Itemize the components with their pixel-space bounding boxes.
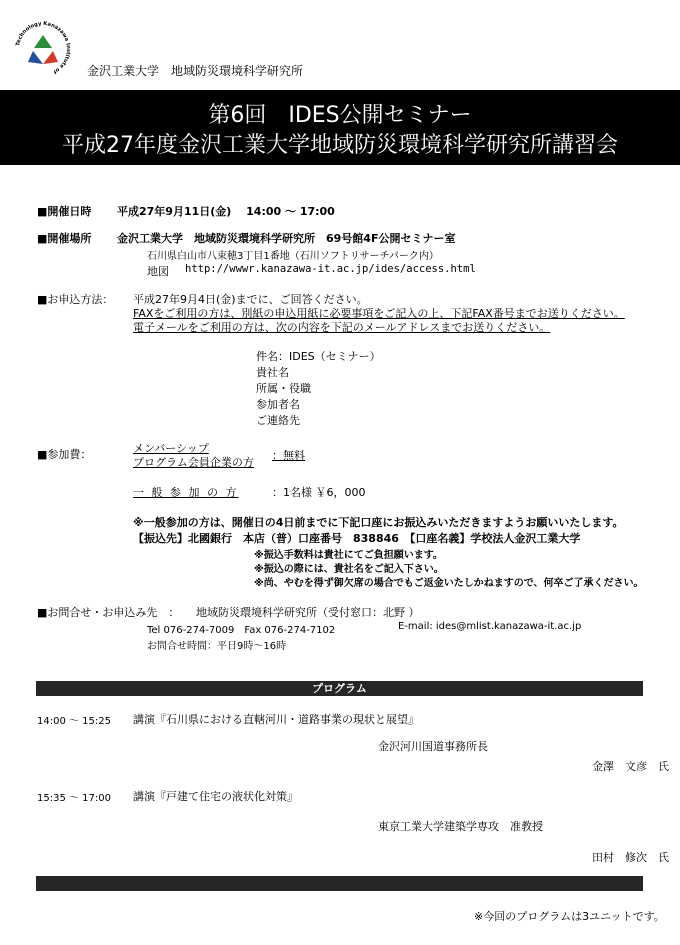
fee-note-company-name: ※振込の際には、貴社名をご記入下さい。: [254, 564, 444, 575]
application-fax-note: FAXをご利用の方は、別紙の申込用紙に必要事項をご記入の上、下記FAX番号までお送りください。: [133, 307, 625, 320]
field-attendee: 参加者名: [256, 398, 300, 411]
program-title: 講演『戸建て住宅の液状化対策』: [133, 790, 298, 803]
fee-note-no-refund: ※尚、やむを得ず御欠席の場合でもご返金いたしかねますので、何卒ご了承ください。: [254, 578, 644, 589]
fee-note-deadline: ※一般参加の方は、開催日の4日前までに下記口座にお振込みいただきますようお願いいたします。: [133, 516, 624, 529]
application-deadline: 平成27年9月4日(金)までに、ご回答ください。: [133, 293, 368, 306]
fee-member-value: ：無料: [272, 449, 305, 462]
contact-tel-fax: Tel 076-274-7009 Fax 076-274-7102: [147, 625, 336, 636]
program-time: 15:35 〜 17:00: [37, 793, 111, 804]
field-company: 貴社名: [256, 366, 289, 379]
logo-green-shape: [34, 35, 52, 48]
logo-ring-text: Technology Kanazawa Institute of: [15, 20, 72, 75]
map-label: 地図: [147, 265, 169, 278]
title-line2: 平成27年度金沢工業大学地域防災環境科学研究所講習会: [62, 133, 618, 158]
map-link[interactable]: http://wwwr.kanazawa-it.ac.jp/ides/access.html: [185, 263, 476, 275]
contact-label: ■お問合せ・お申込み先 ：: [37, 606, 180, 619]
program-speaker: 金澤 文彦 氏: [592, 760, 669, 773]
program-footer-bar: [36, 876, 643, 891]
contact-email[interactable]: E-mail: ides@mlist.kanazawa-it.ac.jp: [398, 621, 582, 632]
program-header: プログラム: [312, 682, 367, 695]
contact-org: 地域防災環境科学研究所（受付窓口：北野 ）: [196, 606, 420, 619]
field-department: 所属・役職: [256, 382, 311, 395]
venue-value: 金沢工業大学 地域防災環境科学研究所 69号館4F公開セミナー室: [117, 232, 456, 245]
fee-general-label: 一 般 参 加 の 方: [133, 486, 239, 499]
fee-general-value: ：1名様 ￥6，000: [272, 486, 366, 499]
fee-note-commission: ※振込手数料は貴社にてご負担願います。: [254, 550, 443, 561]
date-label: ■開催日時: [37, 205, 92, 218]
field-subject: 件名：IDES（セミナー）: [256, 350, 381, 363]
application-email-note: 電子メールをご利用の方は、次の内容を下記のメールアドレスまでお送りください。: [133, 321, 551, 334]
application-label: ■お申込方法：: [37, 293, 114, 306]
institute-logo: [12, 18, 74, 80]
fee-label: ■参加費：: [37, 448, 92, 461]
venue-label: ■開催場所: [37, 232, 92, 245]
title-band: [0, 90, 680, 165]
logo-blue-shape: [28, 51, 43, 64]
logo-red-shape: [43, 51, 58, 64]
program-header-bar: [36, 681, 643, 696]
footer-note: ※今回のプログラムは3ユニットです。: [474, 910, 665, 923]
venue-address: 石川県白山市八束穂3丁目1番地（石川ソフトリサーチパーク内）: [147, 251, 439, 262]
program-time: 14:00 〜 15:25: [37, 716, 111, 727]
program-affiliation: 東京工業大学建築学専攻 准教授: [378, 820, 543, 833]
org-name: 金沢工業大学 地域防災環境科学研究所: [87, 64, 304, 78]
fee-member-line1: メンバーシップ: [133, 442, 209, 455]
fee-transfer-account: 【振込先】北國銀行 本店（普）口座番号 838846 【口座名義】学校法人金沢工業大学: [133, 532, 581, 545]
date-value: 平成27年9月11日(金) 14:00 〜 17:00: [117, 205, 335, 218]
title-line1: 第6回 IDES公開セミナー: [208, 103, 472, 128]
contact-hours: お問合せ時間：平日9時〜16時: [147, 641, 287, 652]
program-affiliation: 金沢河川国道事務所長: [378, 740, 488, 753]
field-contact: ご連絡先: [256, 414, 300, 427]
program-title: 講演『石川県における直轄河川・道路事業の現状と展望』: [133, 713, 419, 726]
fee-member-line2: プログラム会員企業の方: [133, 456, 254, 469]
program-speaker: 田村 修次 氏: [592, 851, 669, 864]
